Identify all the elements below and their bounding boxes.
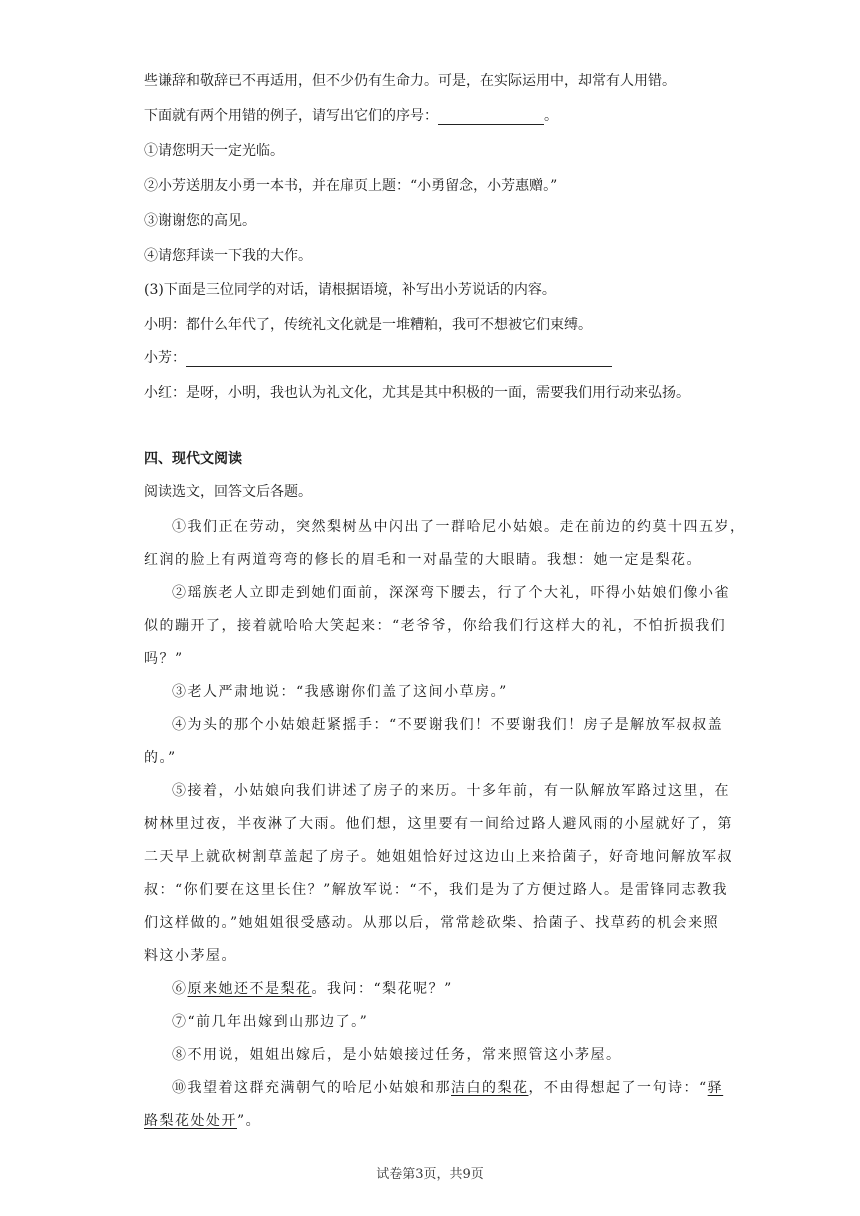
answer-blank[interactable] xyxy=(438,110,544,125)
para-5-line-3: 二天早上就砍树割草盖起了房子。她姐姐恰好过这边山上来拾菌子，好奇地问解放军叔 xyxy=(144,849,733,865)
para-2-line-2: 似的蹦开了，接着就哈哈大笑起来：“老爷爷，你给我们行这样大的礼，不怕折损我们 xyxy=(144,618,727,634)
underlined-sentence: 原来她还不是梨花 xyxy=(187,981,312,997)
answer-blank-dialogue[interactable] xyxy=(186,352,612,367)
para-5-line-6: 料这小茅屋。 xyxy=(144,948,237,964)
para-10-text-b: ，不由得想起了一句诗：“ xyxy=(528,1080,708,1096)
para-10-line-1 xyxy=(172,1079,752,1097)
question-end: 。 xyxy=(544,108,558,124)
para-7: ⑦“前几年出嫁到山那边了。” xyxy=(172,1014,369,1030)
para-2-line-1: ②瑶族老人立即走到她们面前，深深弯下腰去，行了个大礼，吓得小姑娘们像小雀 xyxy=(172,585,730,601)
text-line: 些谦辞和敬辞已不再适用，但不少仍有生命力。可是，在实际运用中，却常有人用错。 xyxy=(144,73,676,89)
question-text: 下面就有两个用错的例子，请写出它们的序号： xyxy=(144,108,438,124)
option-2: ②小芳送朋友小勇一本书，并在扉页上题：“小勇留念，小芳惠赠。” xyxy=(144,178,558,194)
option-1: ①请您明天一定光临。 xyxy=(144,143,284,159)
para-10-end: ”。 xyxy=(237,1113,262,1129)
para-4-line-1: ④为头的那个小姑娘赶紧摇手：“不要谢我们！不要谢我们！房子是解放军叔叔盖 xyxy=(172,717,724,733)
question-3: (3)下面是三位同学的对话，请根据语境，补写出小芳说话的内容。 xyxy=(144,282,556,298)
instruction: 阅读选文，回答文后各题。 xyxy=(144,484,312,500)
underlined-phrase-pear-blossom: 洁白的梨花 xyxy=(451,1080,529,1096)
para-3: ③老人严肃地说：“我感谢你们盖了这间小草房。” xyxy=(172,684,508,700)
para-6-rest: 。我问：“梨花呢？” xyxy=(311,981,453,997)
para-6 xyxy=(172,980,752,998)
section-heading: 四、现代文阅读 xyxy=(144,451,242,467)
para-4-line-2: 的。” xyxy=(144,750,177,766)
underlined-poem-start: 驿 xyxy=(707,1080,724,1096)
para-6-prefix: ⑥ xyxy=(172,981,188,997)
page-footer: 试卷第3页，共9页 xyxy=(376,1167,484,1182)
para-5-line-5: 们这样做的。”她姐姐很受感动。从那以后，常常趁砍柴、拾菌子、找草药的机会来照 xyxy=(144,915,720,931)
para-5-line-4: 叔：“你们要在这里长住？”解放军说：“不，我们是为了方便过路人。是雷锋同志教我 xyxy=(144,882,728,898)
para-8: ⑧不用说，姐姐出嫁后，是小姑娘接过任务，常来照管这小茅屋。 xyxy=(172,1047,622,1063)
question-line xyxy=(144,107,724,125)
option-4: ④请您拜读一下我的大作。 xyxy=(144,248,312,264)
para-10-text-a: ⑩我望着这群充满朝气的哈尼小姑娘和那 xyxy=(172,1080,451,1096)
para-5-line-1: ⑤接着，小姑娘向我们讲述了房子的来历。十多年前，有一队解放军路过这里，在 xyxy=(172,783,730,799)
para-2-line-3: 吗？” xyxy=(144,651,184,667)
dialogue-xiaohong: 小红：是呀，小明，我也认为礼文化，尤其是其中积极的一面，需要我们用行动来弘扬。 xyxy=(144,385,690,401)
xiaofang-label: 小芳： xyxy=(144,350,186,366)
dialogue-xiaoming: 小明：都什么年代了，传统礼文化就是一堆糟粕，我可不想被它们束缚。 xyxy=(144,317,592,333)
para-5-line-2: 树林里过夜，半夜淋了大雨。他们想，这里要有一间给过路人避风雨的小屋就好了，第 xyxy=(144,816,733,832)
option-3: ③谢谢您的高见。 xyxy=(144,213,256,229)
dialogue-xiaofang xyxy=(144,349,724,367)
para-1-line-1: ①我们正在劳动，突然梨树丛中闪出了一群哈尼小姑娘。走在前边的约莫十四五岁， xyxy=(172,519,746,535)
underlined-poem-rest: 路梨花处处开 xyxy=(144,1113,237,1129)
para-10-line-2 xyxy=(144,1112,724,1130)
para-1-line-2: 红润的脸上有两道弯弯的修长的眉毛和一对晶莹的大眼睛。我想：她一定是梨花。 xyxy=(144,552,702,568)
